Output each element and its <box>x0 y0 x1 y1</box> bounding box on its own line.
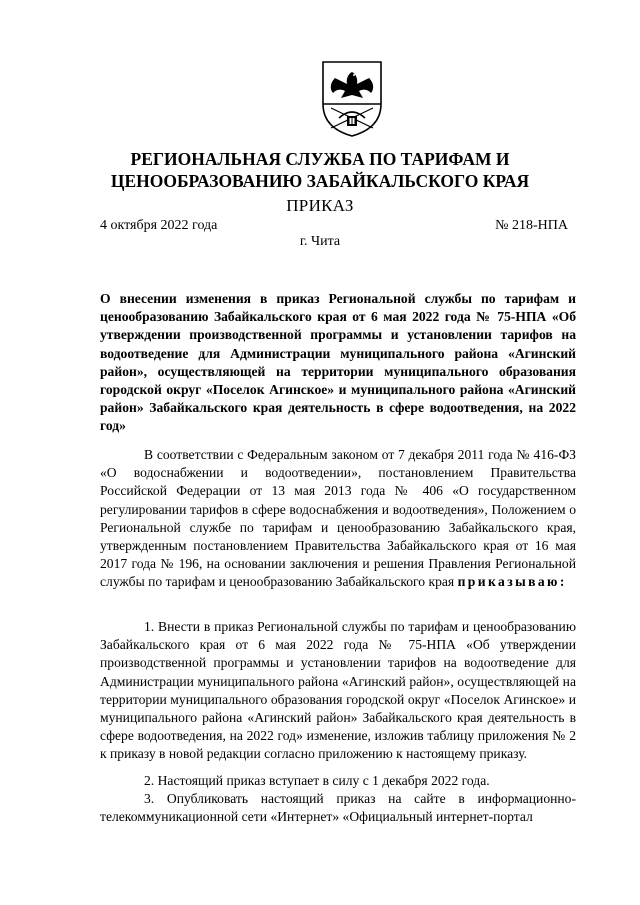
document-number: № 218-НПА <box>495 218 568 233</box>
item-3-paragraph: 3. Опубликовать настоящий приказ на сайте в информационно-телекоммуникационной сети «Интернет» «Официальный интернет-портал <box>100 791 576 825</box>
decree-word: приказываю: <box>457 574 567 590</box>
document-date: 4 октября 2022 года <box>100 218 218 233</box>
document-type: ПРИКАЗ <box>286 196 354 215</box>
document-city: г. Чита <box>299 234 341 249</box>
document-subject: О внесении изменения в приказ Региональной службы по тарифам и ценообразованию Забайкальского края от 6 мая 2022 года № 75-НПА «Об утверждении производственной программы и установлении тарифов на водоотведение для Администрации муниципального района «Агинский район», осуществляющей на территории муниципального образования городской округ «Поселок Агинское» и муниципального района «Агинский район» Забайкальского края деятельность в сфере водоотведения, на 2022 год» <box>100 291 576 434</box>
organization-name <box>60 148 580 192</box>
preamble-text: В соответствии с Федеральным законом от 7 декабря 2011 года № 416-ФЗ «О водоснабжении и водоотведении», постановлением Правительства Российской Федерации от 13 мая 2013 года № 406 «О государственном регулировании тарифов в сфере водоснабжения и водоотведения», Положением о Региональной службе по тарифам и ценообразованию Забайкальского края, утвержденным постановлением Правительства Забайкальского края от 16 мая 2017 года № 196, на основании заключения и решения Правления Региональной службы по тарифам и ценообразованию Забайкальского края <box>100 447 576 590</box>
item-2-paragraph: 2. Настоящий приказ вступает в силу с 1 декабря 2022 года. <box>144 773 490 788</box>
org-name-line-2: ЦЕНООБРАЗОВАНИЮ ЗАБАЙКАЛЬСКОГО КРАЯ <box>110 171 530 191</box>
item-1-paragraph: 1. Внести в приказ Региональной службы по тарифам и ценообразованию Забайкальского края от 6 мая 2022 года № 75-НПА «Об утверждении производственной программы и установлении тарифов на водоотведение для Администрации муниципального района «Агинский район», осуществляющей на территории муниципального образования городской округ «Поселок Агинское» и муниципального района «Агинский район» Забайкальского края деятельность в сфере водоотведения, на 2022 год» изменение, изложив таблицу приложения № 2 к приказу в новой редакции согласно приложению к настоящему приказу. <box>100 619 576 762</box>
org-name-line-1: РЕГИОНАЛЬНАЯ СЛУЖБА ПО ТАРИФАМ И <box>130 149 510 169</box>
coat-of-arms-icon <box>317 58 387 138</box>
preamble-paragraph <box>100 446 576 592</box>
